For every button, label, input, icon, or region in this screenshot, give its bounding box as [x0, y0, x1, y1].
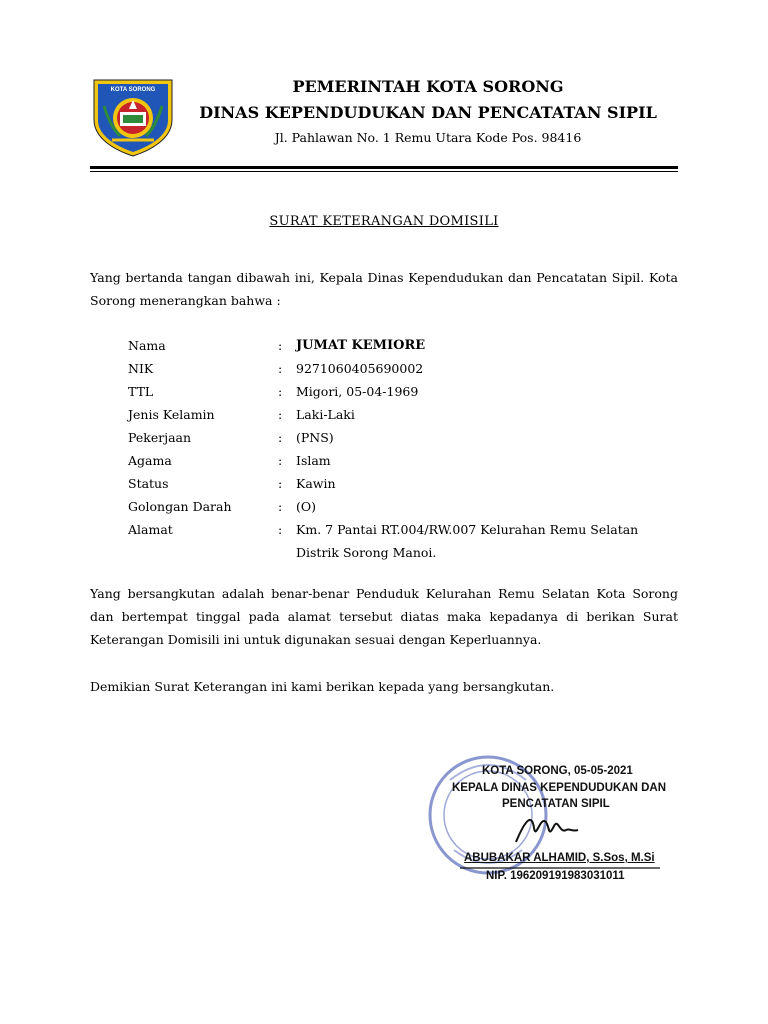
field-value-gender: Laki-Laki [296, 407, 355, 422]
field-value-blood-type: (O) [296, 499, 317, 514]
field-value-nik: 9271060405690002 [296, 361, 424, 376]
field-label: Jenis Kelamin [128, 407, 215, 422]
signatory-name: ABUBAKAR ALHAMID, S.Sos, M.Si [464, 852, 655, 864]
field-value-address: Km. 7 Pantai RT.004/RW.007 Kelurahan Remu Selatan Distrik Sorong Manoi. [296, 522, 639, 560]
field-separator: : [278, 407, 283, 422]
field-separator: : [278, 499, 283, 514]
field-separator: : [278, 384, 283, 399]
document-title: SURAT KETERANGAN DOMISILI [269, 214, 499, 229]
field-row-alamat [128, 518, 678, 564]
intro-paragraph: Yang bertanda tangan dibawah ini, Kepala Dinas Kependudukan dan Pencatatan Sipil. Kota Sorong menerangkan bahwa : [90, 270, 678, 308]
field-separator: : [278, 361, 283, 376]
field-label: Status [128, 476, 169, 491]
field-separator: : [278, 522, 283, 537]
field-label: Golongan Darah [128, 499, 232, 514]
field-row-agama [128, 449, 678, 472]
closing-paragraph: Demikian Surat Keterangan ini kami berikan kepada yang bersangkutan. [90, 679, 555, 694]
field-row-nama [128, 334, 678, 357]
agency-address: Jl. Pahlawan No. 1 Remu Utara Kode Pos. 98416 [274, 130, 582, 145]
kota-sorong-emblem-icon [90, 76, 176, 158]
field-separator: : [278, 476, 283, 491]
signature-position-line2: PENCATATAN SIPIL [502, 798, 610, 810]
signature-place-date: KOTA SORONG, 05-05-2021 [482, 765, 633, 777]
field-value-status: Kawin [296, 476, 336, 491]
agency-name: DINAS KEPENDUDUKAN DAN PENCATATAN SIPIL [199, 103, 657, 122]
field-separator: : [278, 430, 283, 445]
resident-data-table [128, 334, 678, 564]
government-name: PEMERINTAH KOTA SORONG [292, 77, 564, 96]
signature-block [420, 740, 680, 890]
field-value-name: JUMAT KEMIORE [296, 338, 426, 353]
field-label: Agama [128, 453, 172, 468]
field-label: Nama [128, 338, 166, 353]
field-row-pekerjaan [128, 426, 678, 449]
field-separator: : [278, 338, 283, 353]
field-value-religion: Islam [296, 453, 331, 468]
field-label: Alamat [128, 522, 173, 537]
field-label: Pekerjaan [128, 430, 192, 445]
field-separator: : [278, 453, 283, 468]
field-value-occupation: (PNS) [296, 430, 334, 445]
handwritten-signature-icon [512, 808, 582, 848]
field-row-golongan-darah [128, 495, 678, 518]
logo-text: KOTA SORONG [110, 87, 156, 93]
field-row-jenis-kelamin [128, 403, 678, 426]
letterhead-divider-thin [90, 171, 678, 172]
field-value-ttl: Migori, 05-04-1969 [296, 384, 419, 399]
signatory-nip: NIP. 196209191983031011 [486, 870, 625, 882]
signature-position-line1: KEPALA DINAS KEPENDUDUKAN DAN [452, 782, 667, 794]
body-paragraph: Yang bersangkutan adalah benar-benar Penduduk Kelurahan Remu Selatan Kota Sorong dan bertempat tinggal pada alamat tersebut diatas maka kepadanya di berikan Surat Keterangan Domisili ini untuk digunakan sesuai dengan Keperluannya. [90, 586, 678, 647]
field-label: NIK [128, 361, 154, 376]
field-label: TTL [128, 384, 154, 399]
letterhead [178, 76, 678, 147]
letterhead-divider [90, 166, 678, 169]
field-row-nik [128, 357, 678, 380]
field-row-ttl [128, 380, 678, 403]
field-row-status [128, 472, 678, 495]
